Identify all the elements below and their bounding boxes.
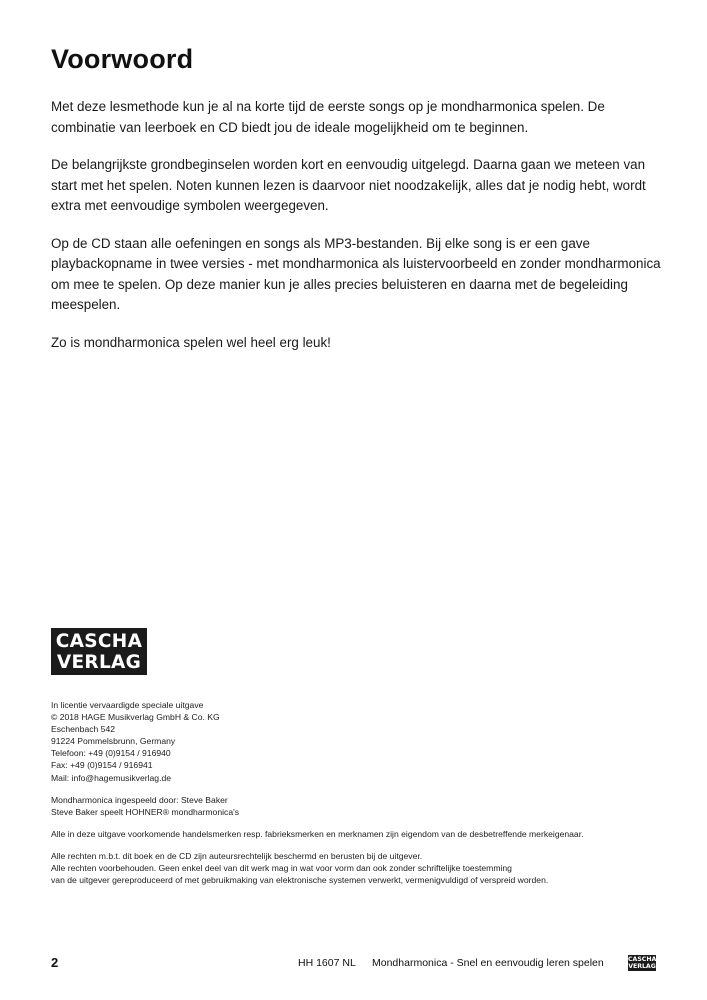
preface-body xyxy=(51,97,666,370)
imprint-line: Alle rechten voorbehouden. Geen enkel deel van dit werk mag in wat voor vorm dan ook zonder schriftelijke toestemming xyxy=(51,863,512,874)
imprint-line: van de uitgever gereproduceerd of met gebruikmaking van elektronische systemen verwerkt, vermenigvuldigd of verspreid worden. xyxy=(51,875,549,886)
logo-line: CASCHA xyxy=(628,956,657,963)
imprint-line: Fax: +49 (0)9154 / 916941 xyxy=(51,760,153,771)
imprint-credits xyxy=(51,794,671,818)
imprint-line: Steve Baker speelt HOHNER® mondharmonica's xyxy=(51,806,240,817)
imprint-rights xyxy=(51,850,671,886)
imprint-address xyxy=(51,699,671,784)
logo-line: VERLAG xyxy=(56,652,142,673)
imprint-line: In licentie vervaardigde speciale uitgave xyxy=(51,700,204,710)
preface-paragraph: Met deze lesmethode kun je al na korte tijd de eerste songs op je mondharmonica spelen. De combinatie van leerboek en CD biedt jou de ideale mogelijkheid om te beginnen. xyxy=(51,99,605,135)
footer-publisher-logo xyxy=(628,955,656,971)
page-number: 2 xyxy=(51,955,59,970)
imprint-line: Mondharmonica ingespeeld door: Steve Baker xyxy=(51,794,228,805)
imprint-email: Mail: info@hagemusikverlag.de xyxy=(51,772,172,783)
preface-paragraph: De belangrijkste grondbeginselen worden kort en eenvoudig uitgelegd. Daarna gaan we meteen van start met het spelen. Noten kunnen lezen is daarvoor niet noodzakelijk, alles dat je nodig hebt, wordt extra met eenvoudige symbolen weergegeven. xyxy=(51,157,646,213)
preface-paragraph: Zo is mondharmonica spelen wel heel erg leuk! xyxy=(51,334,331,350)
imprint-line: Eschenbach 542 xyxy=(51,724,116,735)
imprint-line: 91224 Pommelsbrunn, Germany xyxy=(51,736,176,747)
imprint-line: Alle rechten m.b.t. dit boek en de CD zijn auteursrechtelijk beschermd en berusten bij de uitgever. xyxy=(51,850,423,861)
imprint-line: Alle in deze uitgave voorkomende handelsmerken resp. fabrieksmerken en merknamen zijn eigendom van de desbetreffende merkeigenaar. xyxy=(51,828,584,839)
page-footer xyxy=(0,955,707,975)
catalog-code: HH 1607 NL xyxy=(298,957,356,969)
imprint-line: Telefoon: +49 (0)9154 / 916940 xyxy=(51,748,171,759)
logo-line: CASCHA xyxy=(55,631,143,652)
imprint-line: © 2018 HAGE Musikverlag GmbH & Co. KG xyxy=(51,712,220,723)
logo-line: VERLAG xyxy=(628,963,656,971)
publisher-logo xyxy=(51,628,147,675)
page-title: Voorwoord xyxy=(51,44,194,74)
imprint xyxy=(51,699,671,896)
imprint-trademarks xyxy=(51,828,671,840)
preface-paragraph: Op de CD staan alle oefeningen en songs als MP3-bestanden. Bij elke song is er een gave playbackopname in twee versies - met mondharmonica als luistervoorbeeld en zonder mondharmonica om mee te spelen. Op deze manier kun je alles precies beluisteren en daarna met de begeleiding meespelen. xyxy=(51,235,661,312)
footer-book-title: Mondharmonica - Snel en eenvoudig leren spelen xyxy=(372,957,604,969)
